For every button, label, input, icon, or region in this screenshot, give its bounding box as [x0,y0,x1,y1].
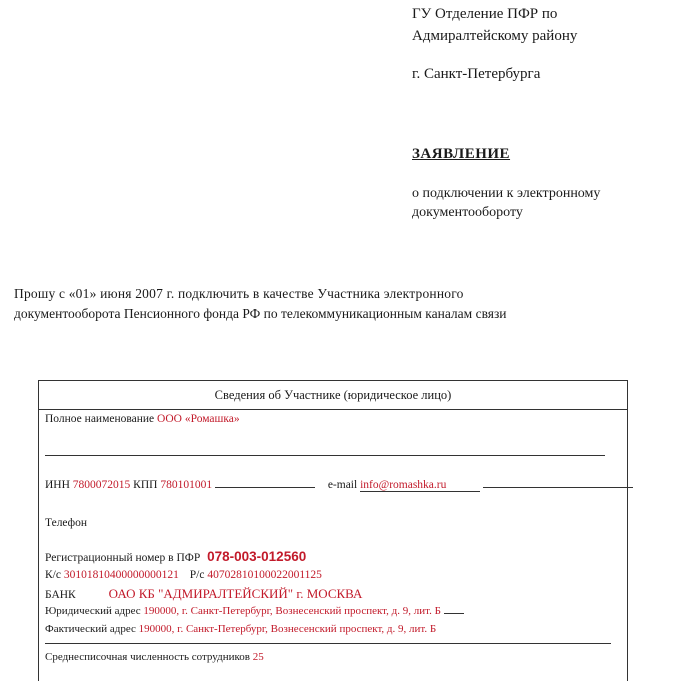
legal-address-underline [444,613,464,614]
participant-info-box [38,380,628,681]
email-label: e-mail [327,479,358,491]
actual-address-label: Фактический адрес [45,623,136,635]
rs-value: 40702810100022001125 [207,569,322,581]
phone-row [45,517,87,529]
staff-count-label: Среднесписочная численность сотрудников [45,651,250,663]
ks-value: 30101810400000000121 [63,569,179,581]
actual-address-row [45,623,436,635]
document-subtitle-line-1: о подключении к электронному [412,186,601,201]
actual-address-underline [45,643,611,644]
document-subtitle-line-2: документообороту [412,205,523,220]
full-name-row [45,413,240,425]
staff-count-row [45,651,264,663]
legal-address-value: 190000, г. Санкт-Петербург, Вознесенский проспект, д. 9, лит. Б [143,605,441,617]
bank-label: БАНК [45,589,76,601]
document-title: ЗАЯВЛЕНИЕ [412,146,511,162]
bank-value: ОАО КБ "АДМИРАЛТЕЙСКИЙ" г. МОСКВА [108,586,363,601]
staff-count-value: 25 [252,651,264,663]
kpp-label: КПП [133,479,158,491]
request-text-line-2: документооборота Пенсионного фонда РФ по телекоммуникационным каналам связи [14,306,507,321]
kpp-value: 780101001 [160,479,213,491]
pfr-reg-row [45,549,306,564]
email-value: info@romashka.ru [360,479,480,492]
ks-label: К/с [45,569,61,581]
pfr-reg-label: Регистрационный номер в ПФР [45,552,201,564]
recipient-line-2: Адмиралтейскому району [412,28,578,44]
kpp-underline [215,487,315,488]
full-name-value: ООО «Ромашка» [157,413,240,425]
request-text-line-1: Прошу с «01» июня 2007 г. подключить в качестве Участника электронного [14,286,464,301]
inn-value: 7800072015 [72,479,131,491]
actual-address-value: 190000, г. Санкт-Петербург, Вознесенский проспект, д. 9, лит. Б [138,623,437,635]
bank-row [45,586,362,602]
email-underline [483,487,633,488]
legal-address-label: Юридический адрес [45,605,141,617]
legal-address-row [45,605,464,617]
accounts-row [45,569,322,581]
phone-label: Телефон [45,517,88,529]
full-name-underline [45,455,605,456]
inn-kpp-email-row [45,479,633,492]
participant-info-header: Сведения об Участнике (юридическое лицо) [39,381,627,410]
recipient-line-1: ГУ Отделение ПФР по [412,6,558,22]
inn-label: ИНН [45,479,70,491]
recipient-city: г. Санкт-Петербурга [412,66,541,82]
full-name-label: Полное наименование [45,413,155,425]
rs-label: Р/с [189,569,205,581]
pfr-reg-value: 078-003-012560 [207,549,307,564]
